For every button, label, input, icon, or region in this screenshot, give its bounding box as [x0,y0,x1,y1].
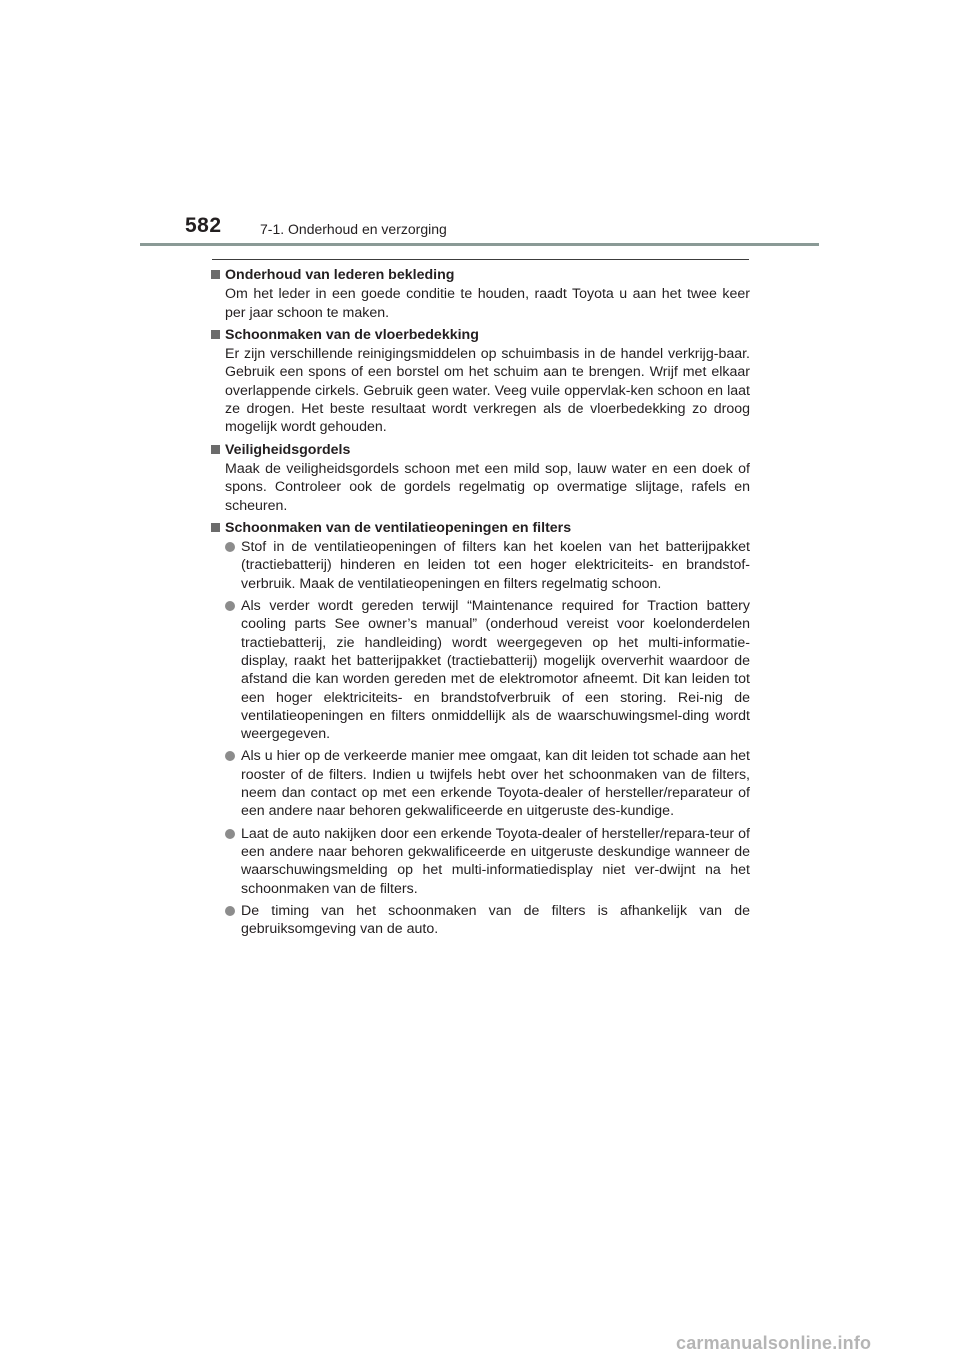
list-item-text: Als u hier op de verkeerde manier mee omgaat, kan dit leiden tot schade aan het rooster of de filters. Indien u twijfels hebt over het schoonmaken van de filters, neem dan contact op met een erkende Toyota-dealer of hersteller/reparateur of een andere naar behoren gekwalificeerde en uitgeruste des-kundige. [241,748,750,820]
section-heading [210,266,750,284]
circle-bullet-icon [225,829,235,839]
section-title: Schoonmaken van de ventilatieopeningen en filters [225,519,572,536]
list-item [210,825,750,898]
list-item [210,747,750,820]
circle-bullet-icon [225,542,235,552]
list-item [210,538,750,593]
square-bullet-icon [211,445,220,454]
circle-bullet-icon [225,751,235,761]
square-bullet-icon [211,330,220,339]
main-content [210,266,750,942]
section-heading [210,441,750,459]
list-item-text: Stof in de ventilatieopeningen of filters kan het koelen van het batterijpakket (tractiebatterij) hinderen en leiden tot een hoger elektriciteits- en brandstof-verbruik. Maak de ventilatieopeningen en filters regelmatig schoon. [241,539,750,592]
header-divider [140,243,819,246]
circle-bullet-icon [225,601,235,611]
page-number: 582 [185,214,222,237]
list-item-text: De timing van het schoonmaken van de filters is afhankelijk van de gebruiksomgeving van de auto. [241,902,750,938]
section-paragraph: Maak de veiligheidsgordels schoon met een mild sop, lauw water en een doek of spons. Controleer ook de gordels regelmatig op overmatige slijtage, rafels en scheuren. [225,460,750,514]
section-heading [210,519,750,537]
list-item [210,902,750,939]
list-item-text: Als verder wordt gereden terwijl “Maintenance required for Traction battery cooling parts See owner’s manual” (onderhoud vereist voor koelonderdelen tractiebatterij, zie handleiding) wordt weergegeven op het multi-informatie-display, raakt het batterijpakket (tractiebatterij) mogelijk oververhit waardoor de afstand die kan worden gereden met de elektromotor afneemt. Dit kan leiden tot een hoger elektriciteits- en brandstofverbruik of een storing. Rei-nig de ventilatieopeningen en filters onmiddellijk als de waarschuwingsmel-ding wordt weergegeven. [241,598,750,743]
square-bullet-icon [211,523,220,532]
section-title: Veiligheidsgordels [225,441,351,458]
site-watermark: carmanualsonline.info [676,1333,872,1353]
list-item [210,597,750,743]
section-paragraph: Om het leder in een goede conditie te houden, raadt Toyota u aan het twee keer per jaar schoon te maken. [225,286,750,321]
section-heading [210,326,750,344]
circle-bullet-icon [225,906,235,916]
section-paragraph: Er zijn verschillende reinigingsmiddelen op schuimbasis in de handel verkrijg-baar. Gebruik een spons of een borstel om het schuim aan te brengen. Wrijf met elkaar overlappende cirkels. Gebruik geen water. Veeg vuile oppervlak-ken schoon en laat ze drogen. Het beste resultaat wordt verkregen als de vloerbedekking zo droog mogelijk wordt gehouden. [225,346,750,436]
content-divider [212,259,749,260]
section-title: Schoonmaken van de vloerbedekking [225,326,479,343]
chapter-title: 7-1. Onderhoud en verzorging [260,221,447,237]
list-item-text: Laat de auto nakijken door een erkende Toyota-dealer of hersteller/repara-teur of een andere naar behoren gekwalificeerde en uitgeruste deskundige wanneer de waarschuwingsmelding op het multi-informatiedisplay niet ver-dwijnt na het schoonmaken van de filters. [241,825,750,897]
section-title: Onderhoud van lederen bekleding [225,267,455,283]
square-bullet-icon [211,270,220,279]
